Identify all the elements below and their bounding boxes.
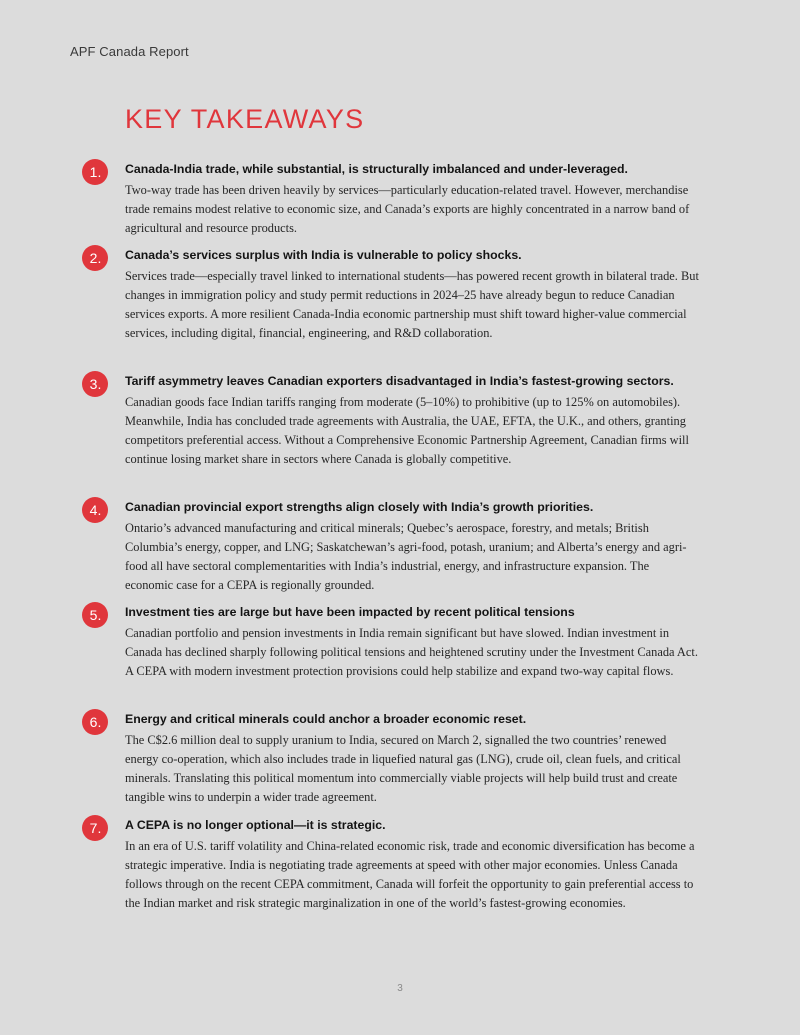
takeaway-body: The C$2.6 million deal to supply uranium to India, secured on March 2, signalled the two countries’ renewed energy co-operation, which also includes trade in liquefied natural gas (LNG), crude oil, clean fuels, and critical minerals. Translating this political momentum into commercially viable projects will help build trust and create tangible wins to underpin a wider trade agreement. <box>125 733 681 805</box>
takeaway-body: Canadian portfolio and pension investments in India remain significant but have slowed. Indian investment in Canada has declined sharply following political tensions and heightened scrutiny under the Investment Canada Act. A CEPA with modern investment protection provisions could help stabilize and expand two-way capital flows. <box>125 626 698 679</box>
takeaway-heading: Investment ties are large but have been impacted by recent political tensions <box>125 605 575 619</box>
number-badge: 1. <box>82 159 108 185</box>
report-header-label: APF Canada Report <box>70 44 189 59</box>
page-number: 3 <box>397 983 403 994</box>
number-badge: 5. <box>82 602 108 628</box>
number-badge: 3. <box>82 371 108 397</box>
takeaway-body: Canadian goods face Indian tariffs ranging from moderate (5–10%) to prohibitive (up to 125% on automobiles). Meanwhile, India has concluded trade agreements with Australia, the UAE, EFTA, the U.K., and others, granting competitors preferential access. Without a Comprehensive Economic Partnership Agreement, Canadian firms will continue losing market share in sectors where Canada is globally competitive. <box>125 395 689 467</box>
takeaway-heading: Tariff asymmetry leaves Canadian exporters disadvantaged in India’s fastest-growing sectors. <box>125 374 674 388</box>
number-badge: 6. <box>82 709 108 735</box>
takeaway-body: Services trade—especially travel linked to international students—has powered recent growth in bilateral trade. But changes in immigration policy and study permit reductions in 2024–25 have already begun to reduce Canadian services exports. A more resilient Canada-India economic partnership must shift toward higher-value commercial services, including digital, financial, engineering, and R&D collaboration. <box>125 269 699 341</box>
page-title: KEY TAKEAWAYS <box>125 104 365 134</box>
takeaway-body: Two-way trade has been driven heavily by services—particularly education-related travel. However, merchandise trade remains modest relative to economic size, and Canada’s exports are highly concentrated in a narrow band of agricultural and resource products. <box>125 183 690 236</box>
takeaway-heading: Energy and critical minerals could anchor a broader economic reset. <box>125 712 527 726</box>
takeaway-heading: Canadian provincial export strengths align closely with India’s growth priorities. <box>125 500 594 514</box>
takeaway-heading: Canada’s services surplus with India is vulnerable to policy shocks. <box>125 248 522 262</box>
takeaway-heading: Canada-India trade, while substantial, is structurally imbalanced and under-leveraged. <box>125 162 628 176</box>
takeaway-heading: A CEPA is no longer optional—it is strategic. <box>125 818 386 832</box>
takeaway-body: In an era of U.S. tariff volatility and China-related economic risk, trade and economic diversification has become a strategic imperative. India is negotiating trade agreements at speed with other major economies. Unless Canada follows through on the recent CEPA commitment, Canada will forfeit the opportunity to gain preferential access to the Indian market and risk strategic marginalization in one of the world’s fastest-growing economies. <box>125 839 695 911</box>
number-badge: 7. <box>82 815 108 841</box>
number-badge: 2. <box>82 245 108 271</box>
takeaway-body: Ontario’s advanced manufacturing and critical minerals; Quebec’s aerospace, forestry, and metals; British Columbia’s energy, copper, and LNG; Saskatchewan’s agri-food, potash, uranium; and Alberta’s energy and agri-food all have sectoral complementarities with India’s industrial, energy, and infrastructure expansion. The economic case for a CEPA is regionally grounded. <box>125 521 687 593</box>
number-badge: 4. <box>82 497 108 523</box>
